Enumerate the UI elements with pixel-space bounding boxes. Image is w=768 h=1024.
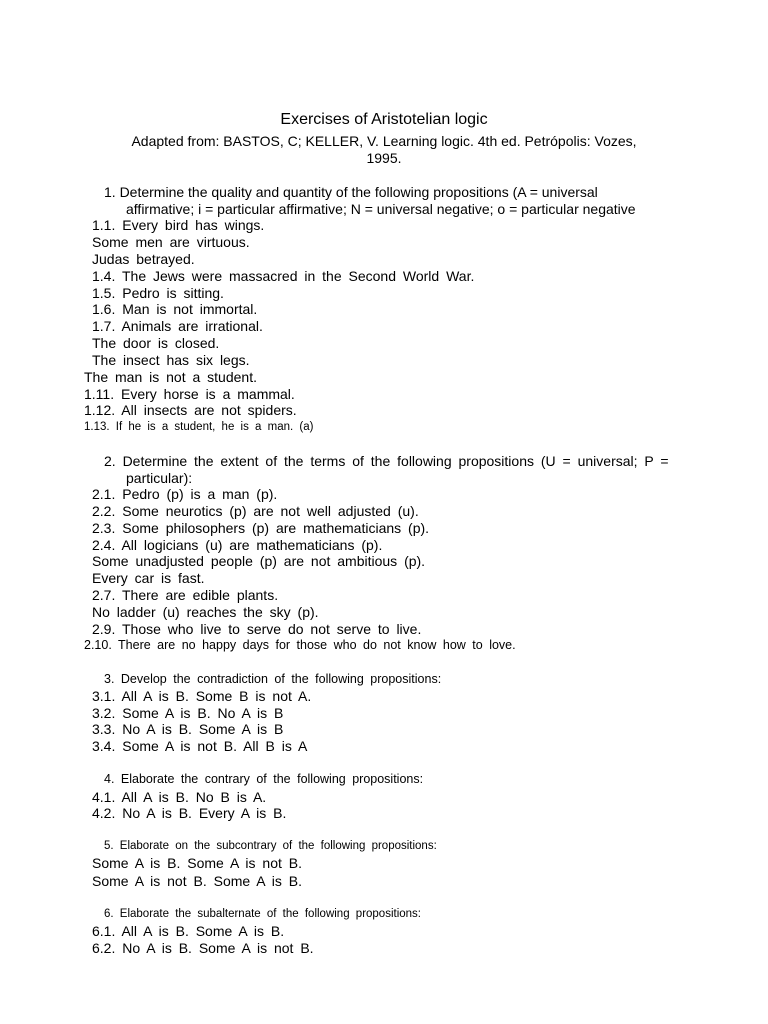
exercise-item: 1.4. The Jews were massacred in the Second World War. [92, 268, 475, 284]
exercise-item: Some A is not B. Some A is B. [92, 873, 302, 889]
exercise-item: 4.2. No A is B. Every A is B. [92, 805, 287, 821]
exercise-4-heading: 4. Elaborate the contrary of the following propositions: [104, 772, 424, 786]
exercise-item: 1.7. Animals are irrational. [92, 318, 263, 334]
exercise-1-heading-line-1: 1. Determine the quality and quantity of the following propositions (A = universal [104, 184, 598, 200]
exercise-item: No ladder (u) reaches the sky (p). [92, 604, 319, 620]
exercise-item: 3.2. Some A is B. No A is B [92, 705, 284, 721]
exercise-2-heading-line-2: particular): [126, 470, 193, 486]
exercise-5-heading: 5. Elaborate on the subcontrary of the following propositions: [104, 840, 437, 852]
source-citation-line-1: Adapted from: BASTOS, C; KELLER, V. Learning logic. 4th ed. Petrópolis: Vozes, [131, 133, 637, 149]
exercise-item: The man is not a student. [84, 369, 257, 385]
exercise-item: Some men are virtuous. [92, 234, 250, 250]
exercise-item: 2.1. Pedro (p) is a man (p). [92, 486, 278, 502]
exercise-item: 6.1. All A is B. Some A is B. [92, 923, 285, 939]
exercise-item: Some unadjusted people (p) are not ambitious (p). [92, 553, 426, 569]
exercise-item: 3.1. All A is B. Some B is not A. [92, 688, 312, 704]
exercise-item: 2.4. All logicians (u) are mathematicians (p). [92, 537, 383, 553]
exercise-item: 1.5. Pedro is sitting. [92, 285, 224, 301]
exercise-item: 3.3. No A is B. Some A is B [92, 721, 284, 737]
exercise-2-heading-line-1: 2. Determine the extent of the terms of the following propositions (U = universal; P = [104, 453, 669, 469]
exercise-item: Judas betrayed. [92, 251, 195, 267]
exercise-item: The insect has six legs. [92, 352, 250, 368]
exercise-item: The door is closed. [92, 335, 220, 351]
exercise-item: 1.13. If he is a student, he is a man. (a) [84, 421, 314, 433]
exercise-3-heading: 3. Develop the contradiction of the following propositions: [104, 672, 442, 686]
exercise-item: 2.3. Some philosophers (p) are mathematicians (p). [92, 520, 430, 536]
exercise-6-heading: 6. Elaborate the subalternate of the following propositions: [104, 908, 421, 920]
exercise-item: 1.11. Every horse is a mammal. [84, 386, 295, 402]
exercise-item: 1.1. Every bird has wings. [92, 217, 265, 233]
exercise-item: 3.4. Some A is not B. All B is A [92, 738, 308, 754]
source-citation-line-2: 1995. [366, 150, 402, 166]
exercise-item: 2.9. Those who live to serve do not serve to live. [92, 621, 422, 637]
exercise-item: 4.1. All A is B. No B is A. [92, 789, 267, 805]
exercise-item: 1.6. Man is not immortal. [92, 301, 258, 317]
document-title: Exercises of Aristotelian logic [280, 111, 488, 128]
exercise-item: 2.2. Some neurotics (p) are not well adjusted (u). [92, 503, 419, 519]
exercise-item: 1.12. All insects are not spiders. [84, 402, 297, 418]
exercise-item: 2.10. There are no happy days for those who do not know how to love. [84, 638, 516, 652]
exercise-item: 6.2. No A is B. Some A is not B. [92, 940, 314, 956]
exercise-item: 2.7. There are edible plants. [92, 587, 279, 603]
exercise-item: Every car is fast. [92, 570, 205, 586]
exercise-item: Some A is B. Some A is not B. [92, 855, 302, 871]
exercise-1-heading-line-2: affirmative; i = particular affirmative; N = universal negative; o = particular negative [126, 201, 636, 217]
